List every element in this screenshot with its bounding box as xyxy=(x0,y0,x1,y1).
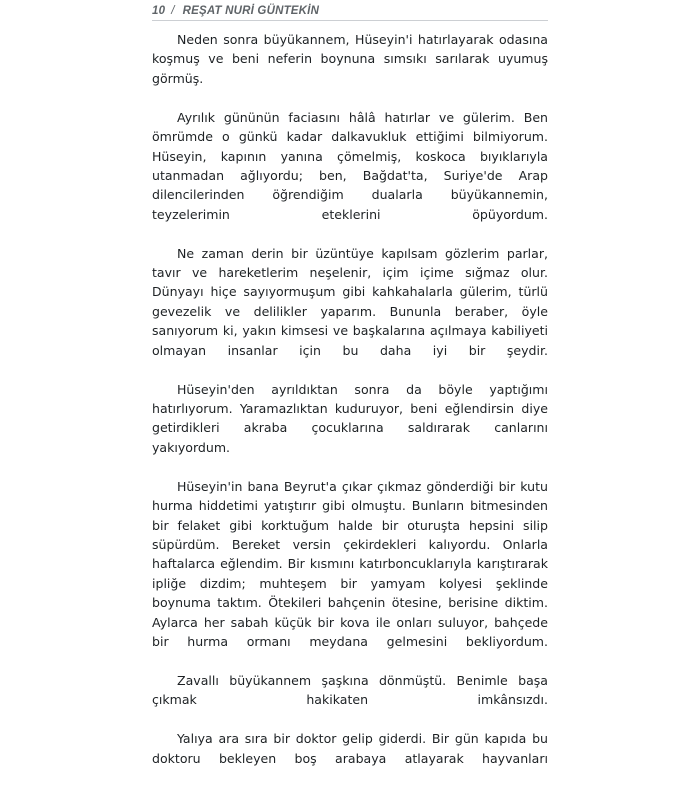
page-content-column xyxy=(152,0,548,787)
paragraph: Neden sonra büyükannem, Hüseyin'i hatırlayarak odasına koşmuş ve beni neferin boynuna sımsıkı sarılarak uyumuş görmüş. xyxy=(152,32,548,86)
body-text xyxy=(152,30,548,787)
paragraph: Yalıya ara sıra bir doktor gelip giderdi. Bir gün kapıda bu doktoru bekleyen boş arabaya atlayarak hayvanları xyxy=(152,731,548,766)
header-rule xyxy=(152,20,548,21)
paragraph: Ayrılık gününün faciasını hâlâ hatırlar ve gülerim. Ben ömrümde o günkü kadar dalkavukluk ettiğimi bilmiyorum. Hüseyin, kapının yanına çömelmiş, koskoca bıyıklarıyla utanmadan ağlıyordu; ben, Bağdat'ta, Suriye'de Arap dilencilerinden öğrendiğim dualarla büyükannemin, teyzelerimin eteklerini öpüyordum. xyxy=(152,109,548,222)
paragraph: Hüseyin'in bana Beyrut'a çıkar çıkmaz gönderdiği bir kutu hurma hiddetimi yatıştırır gibi olmuştu. Bunların bitmesinden bir felaket gibi korktuğum halde bir oturuşta hepsini silip süpürdüm. Bereket versin çekirdekleri kalıyordu. Onlarla haftalarca eğlendim. Bir kısmını katırboncuklarıyla karıştırarak ipliğe dizdim; muhteşem bir yamyam kolyesi şeklinde boynuma taktım. Ötekileri bahçenin ötesine, berisine diktim. Aylarca her sabah küçük bir kova ile onları suluyor, bahçede bir hurma ormanı meydana gelmesini bekliyordum. xyxy=(152,478,548,650)
page-number: 10 xyxy=(152,5,166,17)
paragraph: Zavallı büyükannem şaşkına dönmüştü. Benimle başa çıkmak hakikaten imkânsızdı. xyxy=(152,672,548,708)
header-separator: / xyxy=(171,5,175,17)
header-book-title: REŞAT NURİ GÜNTEKİN xyxy=(182,5,320,17)
running-header xyxy=(152,0,548,17)
paragraph: Hüseyin'den ayrıldıktan sonra da böyle yaptığımı hatırlıyorum. Yaramazlıktan kuduruyor, beni eğlendirsin diye getirdikleri akraba çocuklarına saldırarak canlarını yakıyordum. xyxy=(152,381,548,455)
paragraph: Ne zaman derin bir üzüntüye kapılsam gözlerim parlar, tavır ve hareketlerim neşelenir, içim içime sığmaz olur. Dünyayı hiçe sayıyormuşum gibi kahkahalarla gülerim, türlü gevezelik ve delilikler yaparım. Bununla beraber, öyle sanıyorum ki, yakın kimsesi ve başkalarına açılmaya kabiliyeti olmayan insanlar için bu daha iyi bir şeydir. xyxy=(152,245,548,358)
